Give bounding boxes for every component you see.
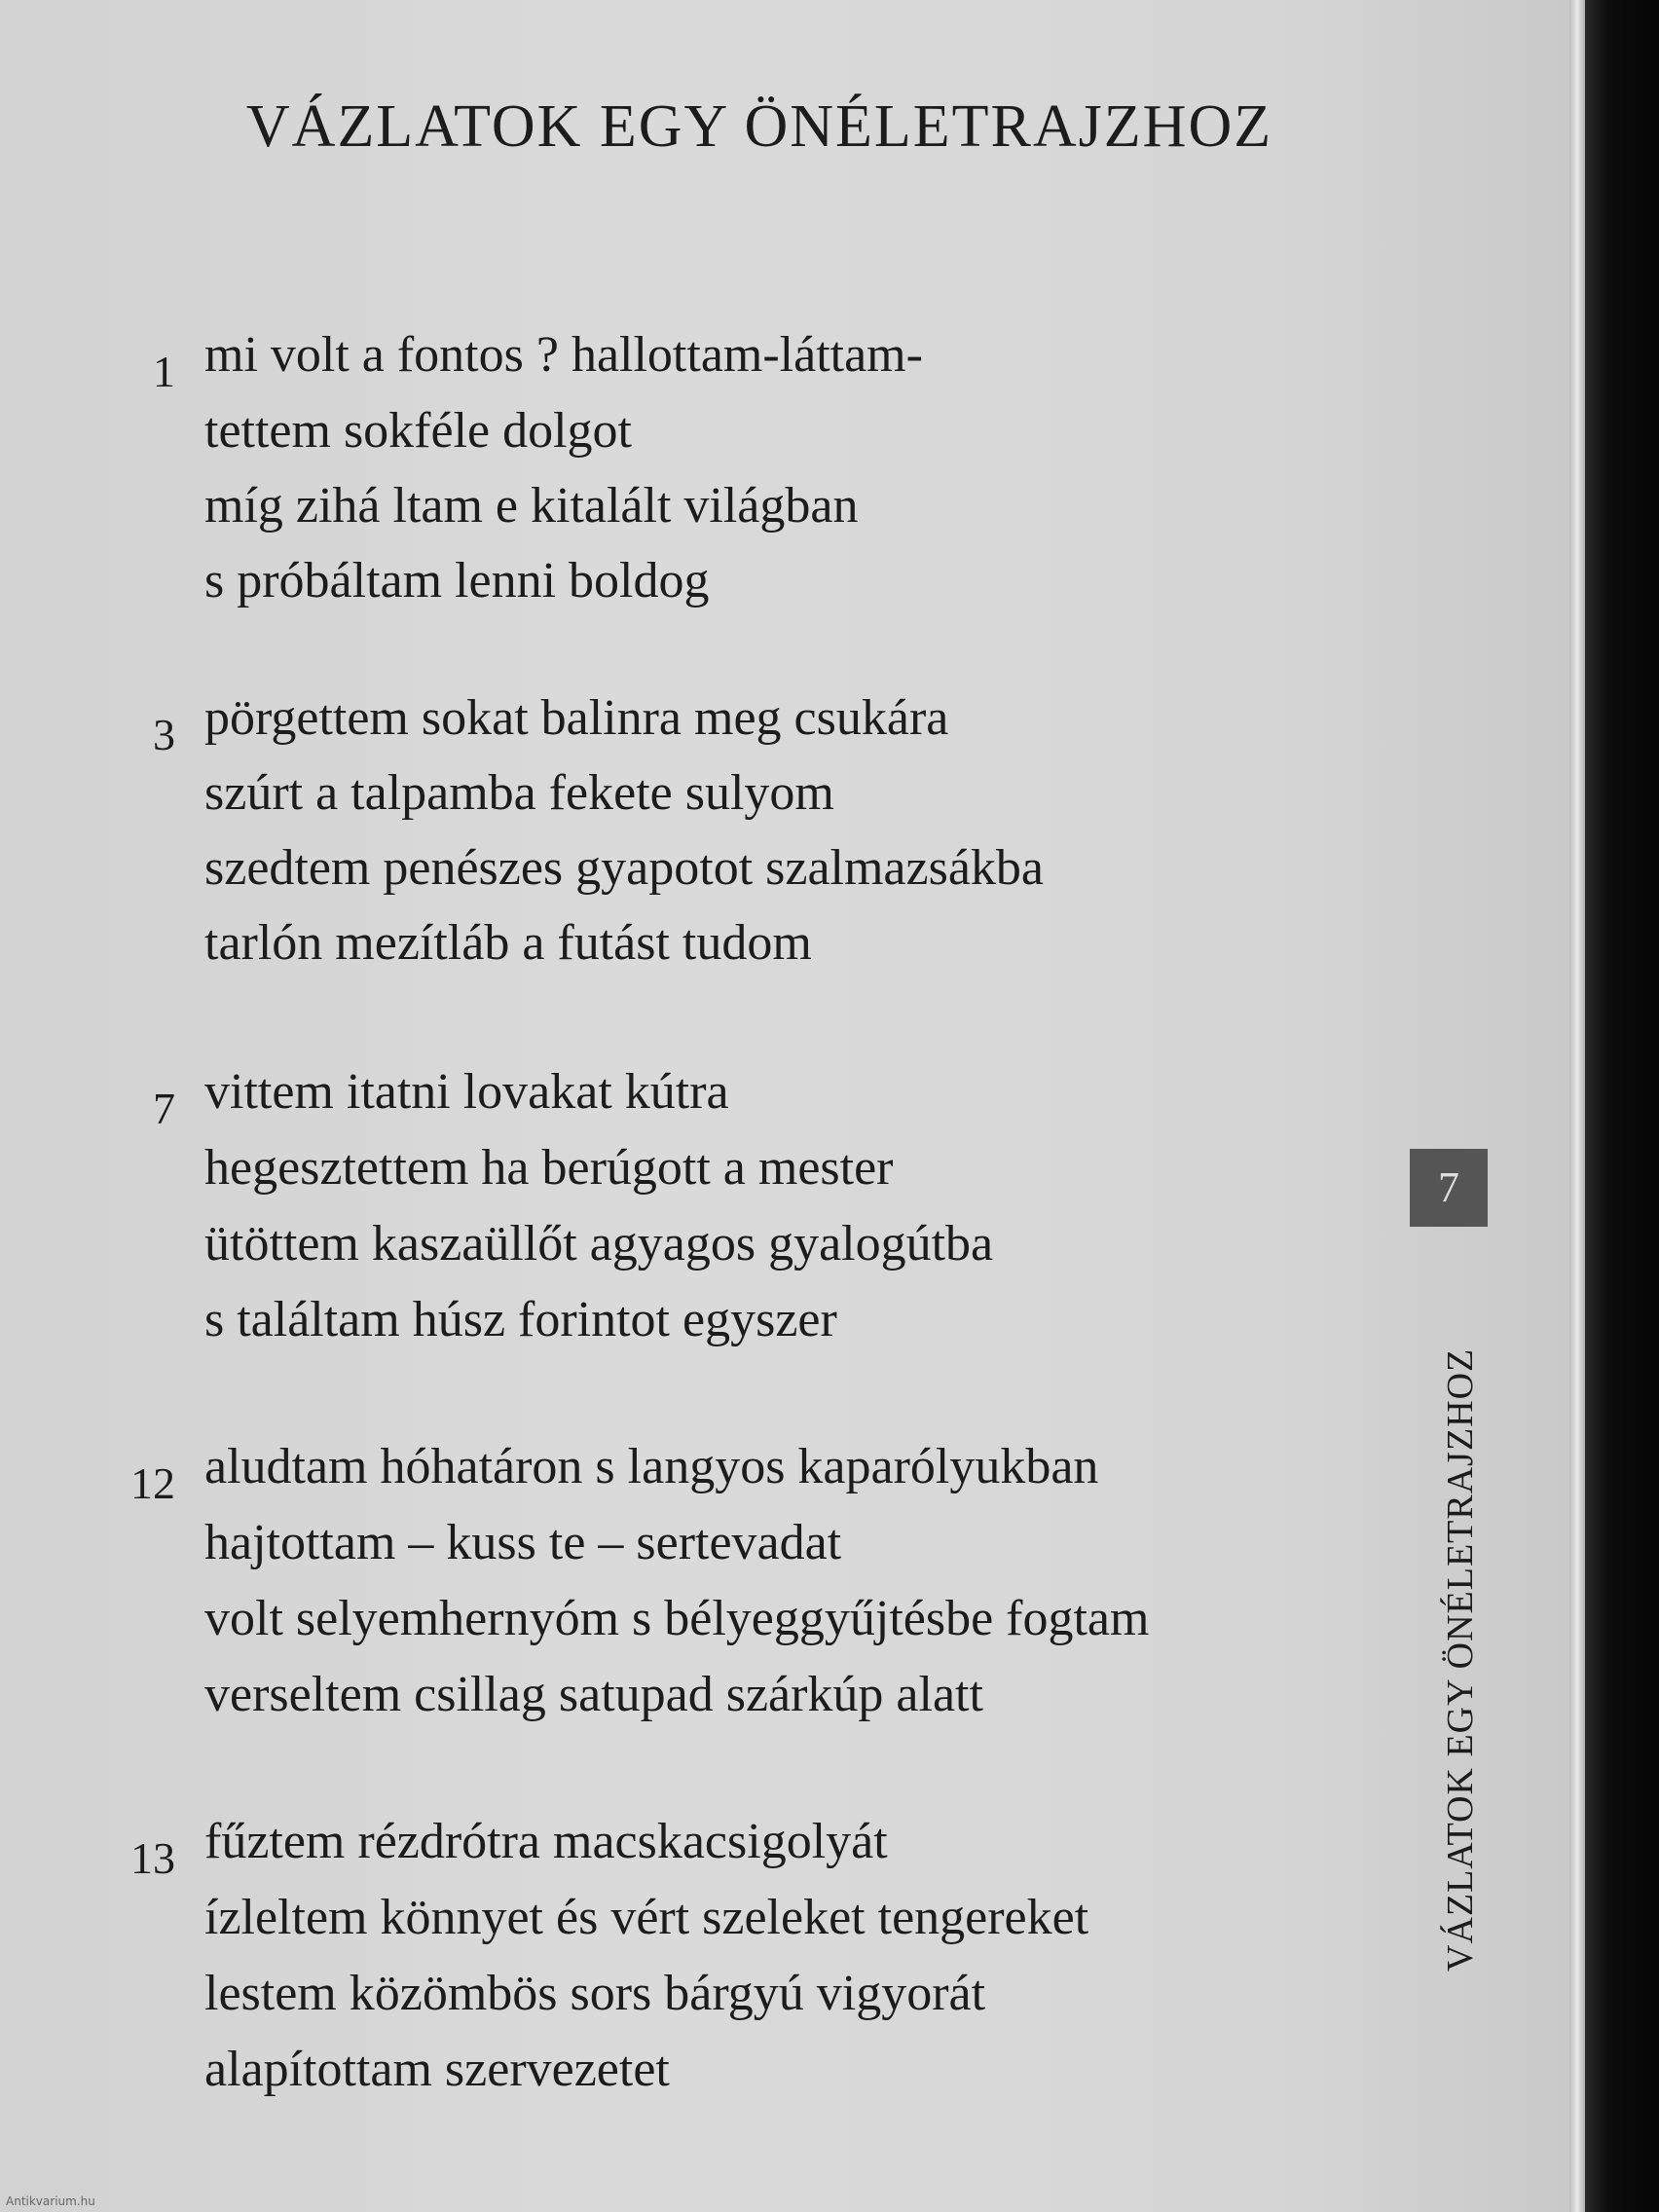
poem-line: tarlón mezítláb a futást tudom (204, 915, 812, 971)
poem-line: vittem itatni lovakat kútra (204, 1064, 729, 1120)
poem-line: fűztem rézdrótra macskacsigolyát (204, 1814, 888, 1869)
poem-line: míg zihá ltam e kitalált világban (204, 478, 859, 534)
stanza-number: 3 (153, 710, 175, 759)
poem-line: pörgettem sokat balinra meg csukára (204, 690, 949, 746)
poem-line: lestem közömbös sors bárgyú vigyorát (204, 1966, 986, 2021)
page-number: 7 (1410, 1149, 1488, 1227)
poem-line: mi volt a fontos ? hallottam-láttam- (204, 327, 923, 383)
poem-line: ütöttem kaszaüllőt agyagos gyalogútba (204, 1216, 994, 1272)
stanza-number: 13 (130, 1833, 175, 1883)
poem-line: volt selyemhernyóm s bélyeggyűjtésbe fogtam (204, 1591, 1150, 1646)
stanza-number: 1 (153, 347, 175, 396)
stanza-number: 7 (153, 1084, 175, 1133)
poem-line: hegesztettem ha berúgott a mester (204, 1140, 894, 1196)
poem-line: s találtam húsz forintot egyszer (204, 1292, 837, 1347)
poem-line: s próbáltam lenni boldog (204, 553, 710, 608)
poem-line: tettem sokféle dolgot (204, 403, 633, 459)
stanza-number: 12 (130, 1458, 175, 1508)
poem-line: ízleltem könnyet és vért szeleket tengereket (204, 1890, 1089, 1945)
poem-line: szúrt a talpamba fekete sulyom (204, 765, 834, 821)
poem-line: szedtem penészes gyapotot szalmazsákba (204, 840, 1044, 896)
poem-line: hajtottam – kuss te – sertevadat (204, 1515, 842, 1570)
watermark: Antikvarium.hu (6, 2194, 95, 2208)
running-head: VÁZLATOK EGY ÖNÉLETRAJZHOZ (1440, 1347, 1481, 1972)
poem-line: verseltem csillag satupad szárkúp alatt (204, 1667, 983, 1722)
poem-line: aludtam hóhatáron s langyos kaparólyukban (204, 1439, 1099, 1494)
page-edge (1569, 0, 1585, 2212)
poem-line: alapítottam szervezetet (204, 2042, 670, 2097)
poem-title: VÁZLATOK EGY ÖNÉLETRAJZHOZ (245, 93, 1273, 160)
book-cover-edge (1585, 0, 1659, 2212)
